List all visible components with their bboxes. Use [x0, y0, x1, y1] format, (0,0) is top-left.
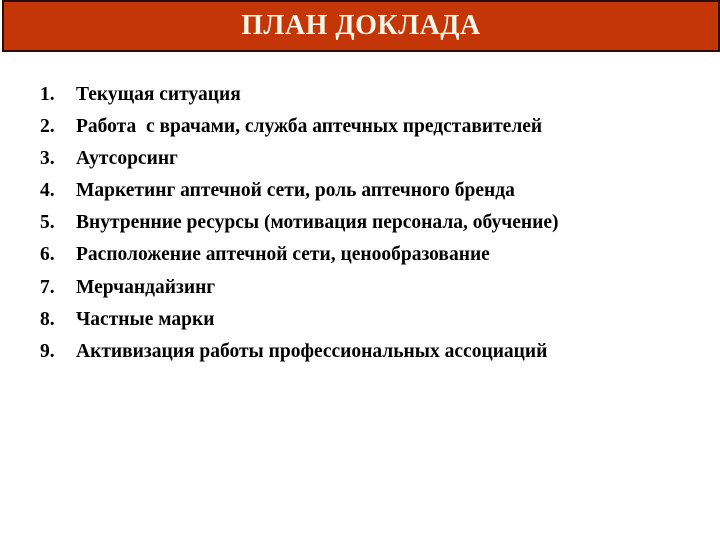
- list-item-number: 9.: [40, 340, 55, 362]
- list-item: [0, 181, 720, 213]
- list-item-text: Частные марки: [76, 308, 215, 330]
- list-item-number: 1.: [40, 84, 55, 105]
- list-item: [0, 245, 720, 277]
- report-plan-list: [0, 85, 720, 374]
- slide-title-bar: [2, 0, 720, 52]
- list-item: [0, 149, 720, 181]
- list-item: [0, 213, 720, 245]
- list-item-text: Расположение аптечной сети, ценообразование: [76, 244, 490, 266]
- list-item-number: 7.: [40, 276, 55, 298]
- list-item-number: 3.: [40, 148, 55, 170]
- list-item-text: Аутсорсинг: [76, 148, 178, 170]
- list-item-number: 8.: [40, 308, 55, 330]
- list-item-text: Мерчандайзинг: [76, 276, 216, 298]
- slide-title: ПЛАН ДОКЛАДА: [241, 10, 481, 41]
- list-item-text: Маркетинг аптечной сети, роль аптечного бренда: [76, 180, 515, 202]
- list-item-number: 2.: [40, 116, 55, 138]
- list-item-text: Работа с врачами, служба аптечных представителей: [76, 116, 543, 138]
- list-item: [0, 85, 720, 117]
- list-item-text: Активизация работы профессиональных ассоциаций: [76, 340, 548, 362]
- list-item: [0, 342, 720, 374]
- list-item: [0, 310, 720, 342]
- list-item-number: 6.: [40, 244, 55, 266]
- list-item-number: 5.: [40, 212, 55, 234]
- list-item-number: 4.: [40, 180, 55, 202]
- list-item: [0, 278, 720, 310]
- list-item-text: Внутренние ресурсы (мотивация персонала, обучение): [76, 212, 559, 234]
- list-item-text: Текущая ситуация: [76, 84, 241, 105]
- list-item: [0, 117, 720, 149]
